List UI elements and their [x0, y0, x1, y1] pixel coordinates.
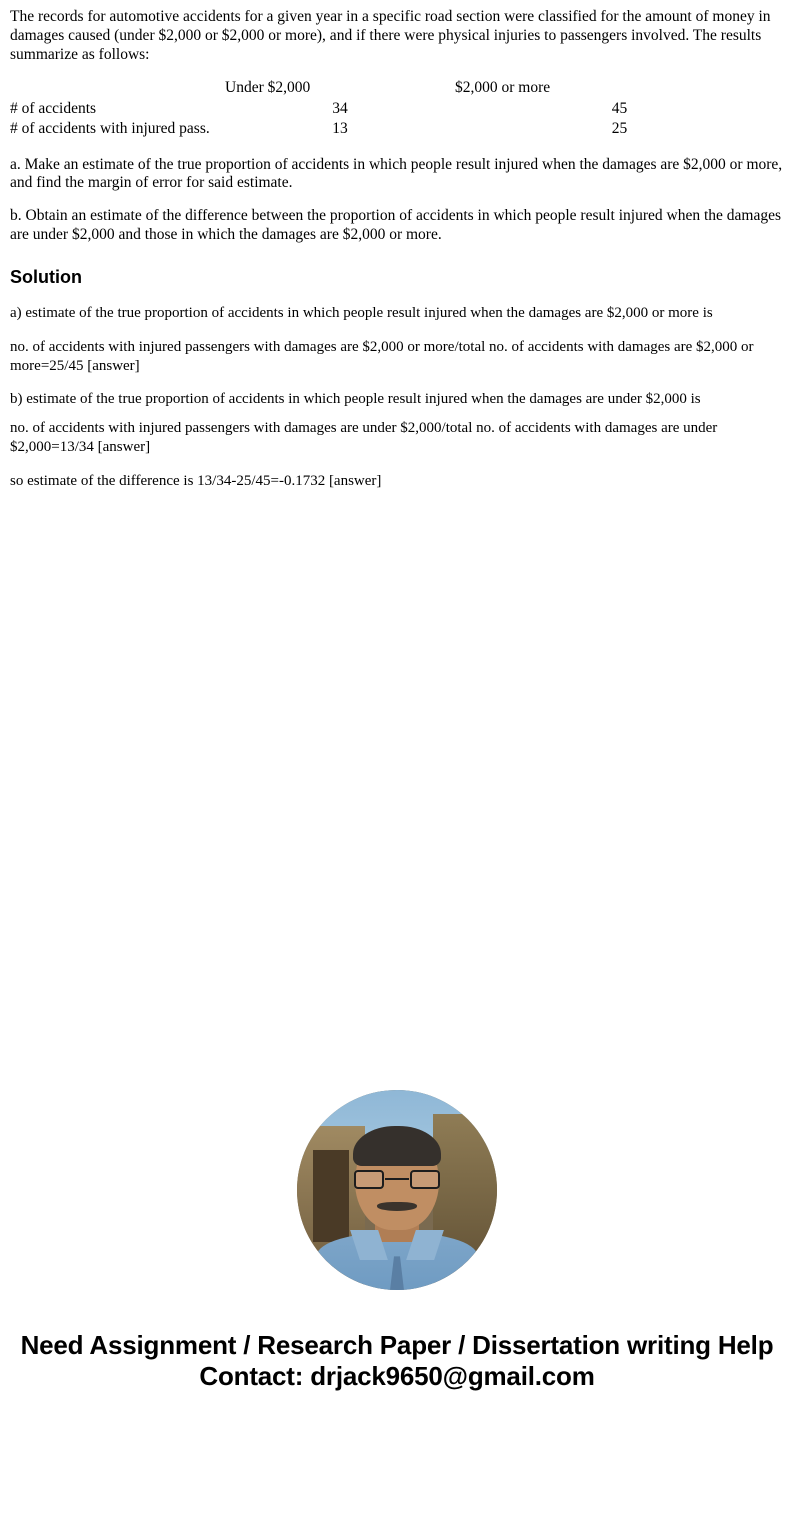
glasses-icon	[354, 1170, 440, 1190]
solution-heading: Solution	[10, 267, 82, 288]
cta-line-1: Need Assignment / Research Paper / Dissertation	[20, 1330, 620, 1361]
cell-accidents-under: 34	[332, 100, 348, 118]
cta-text	[17, 1330, 777, 1391]
table-row	[10, 100, 784, 120]
solution-a-work: no. of accidents with injured passengers with damages are $2,000 or more/total no. of accidents with damages are $2,000 or more=25/45 [answer]	[10, 338, 754, 374]
cell-injured-under: 13	[332, 119, 348, 137]
accident-data-table	[10, 79, 784, 140]
cta-line-2: writing Help	[627, 1330, 774, 1361]
solution-a-intro: a) estimate of the true proportion of accidents in which people result injured when the damages are $2,000 or more is	[10, 305, 713, 322]
table-header-under: Under $2,000	[225, 78, 311, 96]
row-label-injured: # of accidents with injured pass.	[10, 119, 210, 137]
problem-intro: The records for automotive accidents for a given year in a specific road section were classified for the amount of money in damages caused (under $2,000 or $2,000 or more), and if there were physical injuries to passengers involved. The results summarize as follows:	[10, 8, 771, 63]
row-label-accidents: # of accidents	[10, 100, 97, 118]
table-header-row	[10, 79, 784, 101]
avatar-moustache	[377, 1202, 417, 1211]
problem-part-b: b. Obtain an estimate of the difference between the proportion of accidents in which people result injured when the damages are under $2,000 and those in which the damages are $2,000 or more.	[10, 207, 782, 244]
avatar	[297, 1090, 497, 1290]
footer	[10, 1090, 784, 1421]
cell-injured-over: 25	[611, 119, 628, 137]
solution-b-intro: b) estimate of the true proportion of accidents in which people result injured when the damages are under $2,000 is	[10, 391, 701, 408]
cta-line-3: Contact: drjack9650@gmail.com	[199, 1361, 595, 1392]
solution-difference: so estimate of the difference is 13/34-25/45=-0.1732 [answer]	[10, 472, 382, 489]
table-row	[10, 120, 784, 140]
table-header-over: $2,000 or more	[455, 78, 551, 96]
cell-accidents-over: 45	[611, 100, 628, 118]
solution-b-work: no. of accidents with injured passengers with damages are under $2,000/total no. of accidents with damages are under $2,000=13/34 [answer]	[10, 420, 718, 455]
problem-part-a: a. Make an estimate of the true proportion of accidents in which people result injured when the damages are $2,000 or more, and find the margin of error for said estimate.	[10, 155, 783, 192]
table-header-blank	[10, 79, 225, 101]
avatar-background-door	[313, 1150, 349, 1242]
